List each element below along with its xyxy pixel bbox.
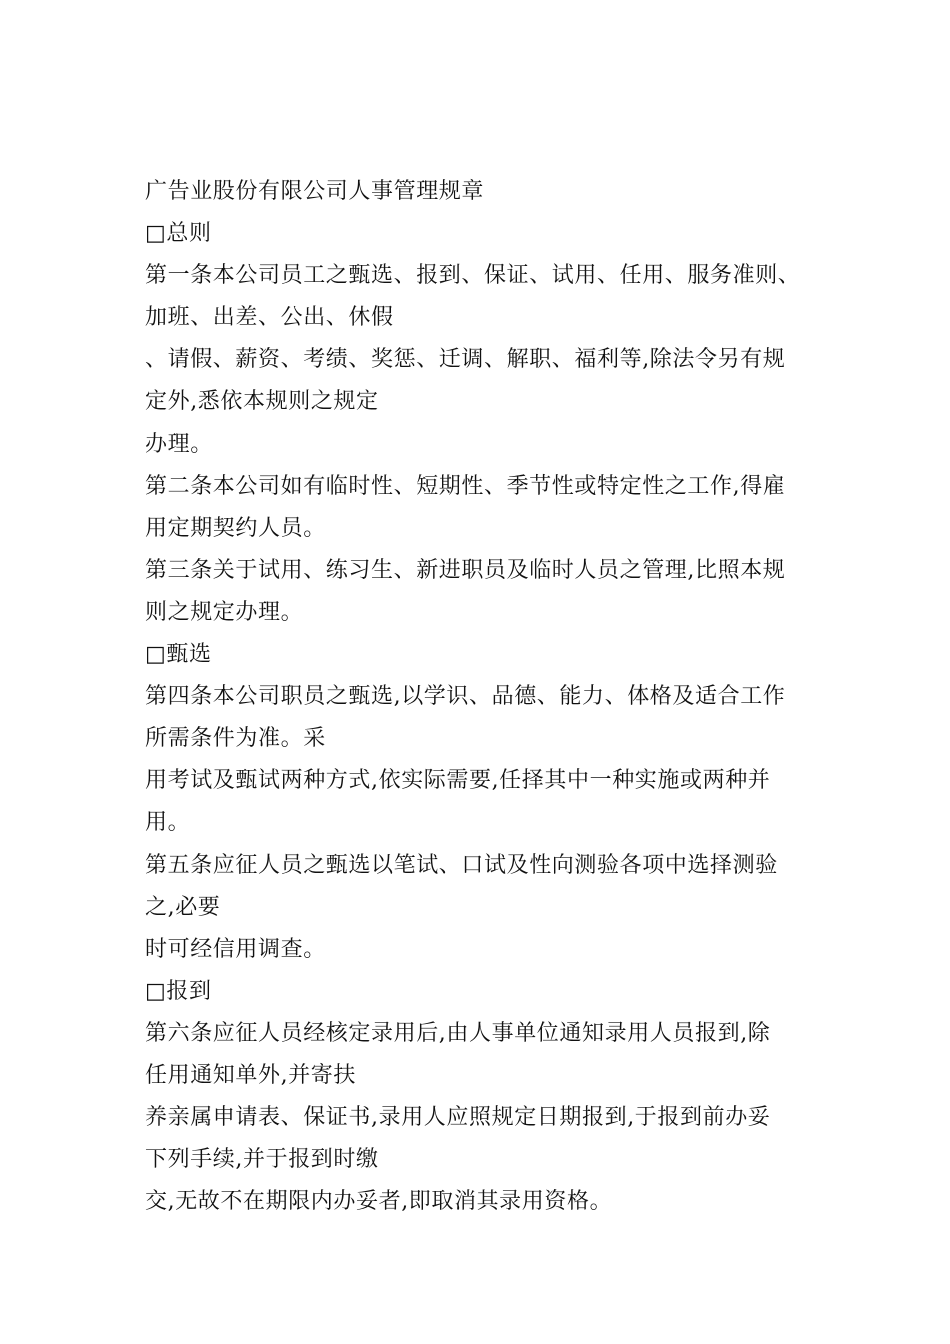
text-line: 第五条应征人员之甄选以笔试、口试及性向测验各项中选择测验 — [145, 852, 778, 878]
text-line: 第四条本公司职员之甄选,以学识、品德、能力、体格及适合工作 — [145, 684, 786, 710]
text-line: 交,无故不在期限内办妥者,即取消其录用资格。 — [145, 1189, 613, 1215]
text-line: 第六条应征人员经核定录用后,由人事单位通知录用人员报到,除 — [145, 1020, 771, 1046]
text-line: 下列手续,并于报到时缴 — [145, 1147, 379, 1173]
text-line: 所需条件为准。采 — [145, 726, 326, 752]
document-title: 广告业股份有限公司人事管理规章 — [145, 179, 485, 204]
text-line: 、请假、薪资、考绩、奖惩、迁调、解职、福利等,除法令另有规 — [145, 347, 786, 373]
text-line: 之,必要 — [145, 894, 221, 920]
text-line: 用考试及甄试两种方式,依实际需要,任择其中一种实施或两种并 — [145, 768, 771, 794]
section-heading-general: □总则 — [145, 221, 212, 247]
text-line: 则之规定办理。 — [145, 599, 304, 625]
text-line: 第一条本公司员工之甄选、报到、保证、试用、任用、服务准则、 — [145, 263, 801, 289]
text-line: 定外,悉依本规则之规定 — [145, 389, 379, 415]
document-body — [145, 171, 825, 1223]
text-line: 办理。 — [145, 431, 213, 457]
text-line: 加班、出差、公出、休假 — [145, 305, 394, 331]
text-line: 养亲属申请表、保证书,录用人应照规定日期报到,于报到前办妥 — [145, 1105, 771, 1131]
text-line: 用。 — [145, 810, 191, 836]
text-line: 时可经信用调查。 — [145, 936, 326, 962]
text-line: 第二条本公司如有临时性、短期性、季节性或特定性之工作,得雇 — [145, 473, 786, 499]
text-line: 用定期契约人员。 — [145, 515, 326, 541]
text-line: 任用通知单外,并寄扶 — [145, 1062, 356, 1088]
section-heading-reporting: □报到 — [145, 978, 212, 1004]
section-heading-selection: □甄选 — [145, 642, 212, 668]
text-line: 第三条关于试用、练习生、新进职员及临时人员之管理,比照本规 — [145, 557, 786, 583]
